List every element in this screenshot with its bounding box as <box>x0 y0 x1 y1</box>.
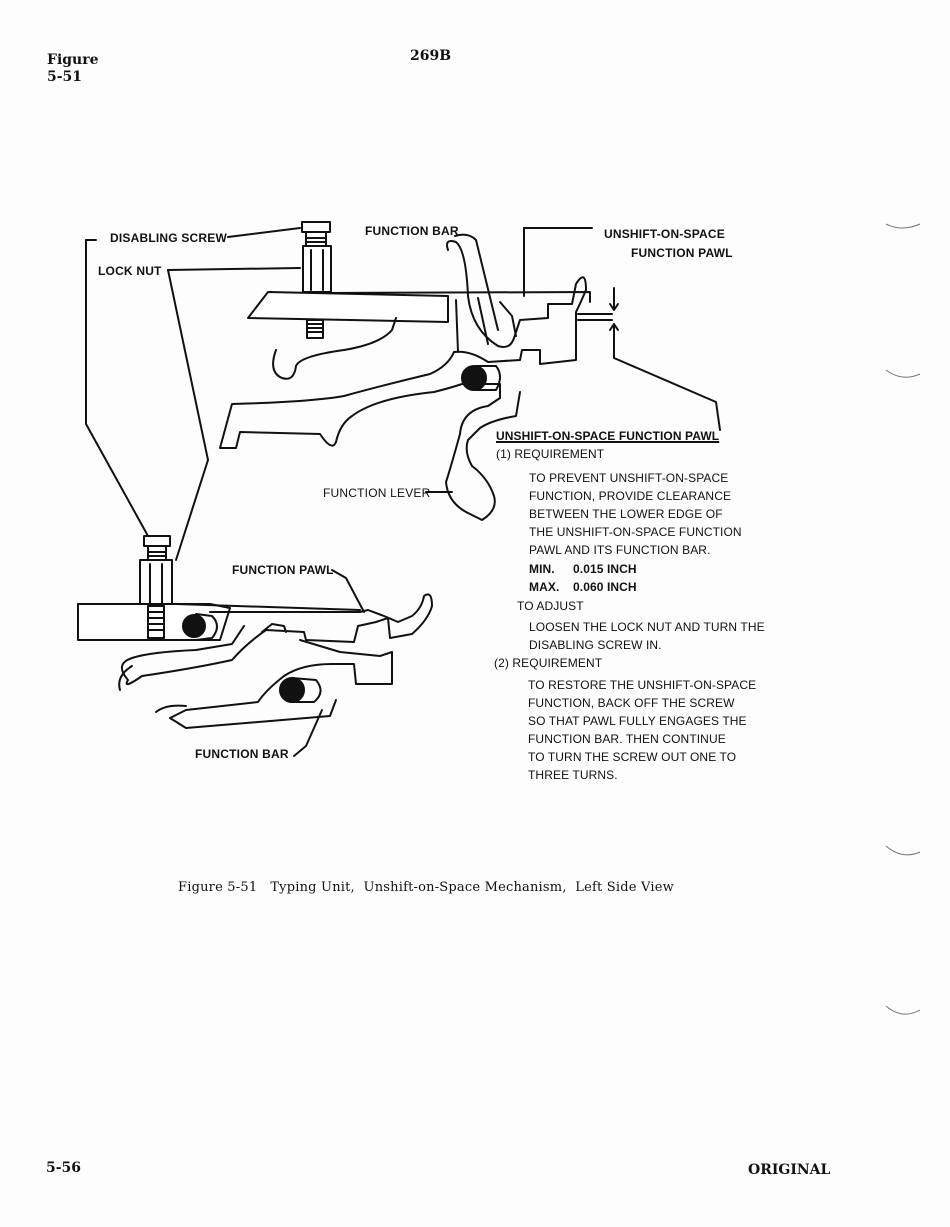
callout-function-pawl: FUNCTION PAWL <box>232 563 334 577</box>
req2-line-6: THREE TURNS. <box>528 768 618 782</box>
adjust-line-2: DISABLING SCREW IN. <box>529 638 662 652</box>
roller-bottom-a <box>183 615 205 637</box>
req1-line-4: THE UNSHIFT-ON-SPACE FUNCTION <box>529 525 742 539</box>
figure-label: Figure <box>47 52 99 68</box>
disabling-screw-top <box>302 222 330 246</box>
req1-line-3: BETWEEN THE LOWER EDGE OF <box>529 507 723 521</box>
callout-unshift-pawl-line2: FUNCTION PAWL <box>631 246 733 260</box>
requirement-2-label: (2) REQUIREMENT <box>494 656 603 670</box>
figure-caption: Figure 5-51 Typing Unit, Unshift-on-Space Mechanism, Left Side View <box>178 880 674 895</box>
callout-function-lever: FUNCTION LEVER <box>323 486 431 500</box>
figure-number: 5-51 <box>47 69 83 85</box>
req2-line-5: TO TURN THE SCREW OUT ONE TO <box>528 750 737 764</box>
function-bar-plate-top <box>248 292 448 322</box>
req1-line-1: TO PREVENT UNSHIFT-ON-SPACE <box>529 471 729 485</box>
adjust-line-1: LOOSEN THE LOCK NUT AND TURN THE <box>529 620 765 634</box>
min-value: 0.015 INCH <box>573 562 637 576</box>
callout-disabling-screw: DISABLING SCREW <box>110 231 227 245</box>
page-number: 5-56 <box>46 1160 82 1176</box>
lock-nut-bottom <box>140 560 172 606</box>
document-id: 269B <box>410 48 452 64</box>
instructions-heading: UNSHIFT-ON-SPACE FUNCTION PAWL <box>496 429 720 443</box>
req1-line-5: PAWL AND ITS FUNCTION BAR. <box>529 543 711 557</box>
req2-line-3: SO THAT PAWL FULLY ENGAGES THE <box>528 714 747 728</box>
disabling-screw-bottom <box>144 536 170 560</box>
max-label: MAX. <box>529 580 560 594</box>
callout-function-bar-bottom: FUNCTION BAR <box>195 747 289 761</box>
callout-unshift-pawl-line1: UNSHIFT-ON-SPACE <box>604 227 725 241</box>
scan-edge-marks <box>880 210 940 1030</box>
min-label: MIN. <box>529 562 555 576</box>
req1-line-2: FUNCTION, PROVIDE CLEARANCE <box>529 489 732 503</box>
callout-function-bar-top: FUNCTION BAR <box>365 224 459 238</box>
requirement-1-label: (1) REQUIREMENT <box>496 447 605 461</box>
max-value: 0.060 INCH <box>573 580 637 594</box>
req2-line-2: FUNCTION, BACK OFF THE SCREW <box>528 696 735 710</box>
req2-line-1: TO RESTORE THE UNSHIFT-ON-SPACE <box>528 678 757 692</box>
roller-top <box>462 366 486 390</box>
adjust-label: TO ADJUST <box>517 599 584 613</box>
status-label: ORIGINAL <box>748 1162 831 1178</box>
roller-bottom-b <box>280 678 304 702</box>
callout-lock-nut: LOCK NUT <box>98 264 162 278</box>
lock-nut-top <box>303 246 331 292</box>
req2-line-4: FUNCTION BAR. THEN CONTINUE <box>528 732 726 746</box>
